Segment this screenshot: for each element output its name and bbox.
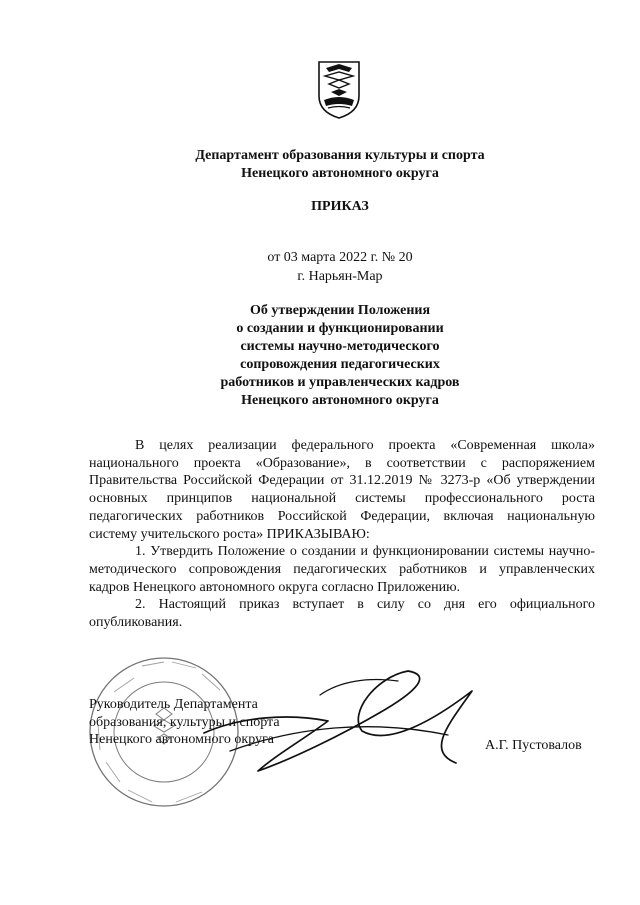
signer-title bbox=[89, 696, 280, 749]
signer-title-line-3: Ненецкого автономного округа bbox=[89, 732, 274, 747]
subject-line: о создании и функционировании bbox=[236, 321, 444, 336]
subject-line: сопровождения педагогических bbox=[240, 357, 440, 372]
order-item-2: 2. Настоящий приказ вступает в силу со дня его официального опубликования. bbox=[89, 597, 595, 631]
signer-title-line-1: Руководитель Департамента bbox=[89, 697, 258, 712]
order-subject bbox=[0, 302, 640, 410]
subject-line: Ненецкого автономного округа bbox=[241, 393, 439, 408]
order-date-number: от 03 марта 2022 г. № 20 bbox=[267, 250, 413, 265]
order-info bbox=[0, 248, 640, 286]
department-name bbox=[0, 147, 640, 183]
nenets-coat-of-arms-icon bbox=[316, 60, 362, 120]
subject-line: Об утверждении Положения bbox=[249, 303, 431, 318]
subject-line: системы научно-методического bbox=[240, 339, 440, 354]
subject-line: работников и управленческих кадров bbox=[220, 375, 460, 390]
document-type: ПРИКАЗ bbox=[311, 199, 369, 214]
order-item-1: 1. Утвердить Положение о создании и функционировании системы научно-методического сопровождения педагогических работников и управленческих кадров Ненецкого автономного округа согласно Приложению. bbox=[89, 544, 595, 595]
department-line-2: Ненецкого автономного округа bbox=[241, 166, 439, 181]
signer-title-line-2: образования, культуры и спорта bbox=[89, 714, 280, 730]
order-body bbox=[89, 437, 595, 632]
signer-name: А.Г. Пустовалов bbox=[485, 738, 582, 753]
department-line-1: Департамент образования культуры и спорта bbox=[195, 148, 485, 163]
order-city: г. Нарьян-Мар bbox=[297, 269, 383, 284]
preamble-paragraph: В целях реализации федерального проекта «Современная школа» национального проекта «Образование», в соответствии с распоряжением Правительства Российской Федерации от 31.12.2019 № 3273-р «Об утверждении основных принципов национальной системы профессионального роста педагогических работников Российской Федерации, включая национальную систему учительского роста» ПРИКАЗЫВАЮ: bbox=[89, 438, 595, 542]
